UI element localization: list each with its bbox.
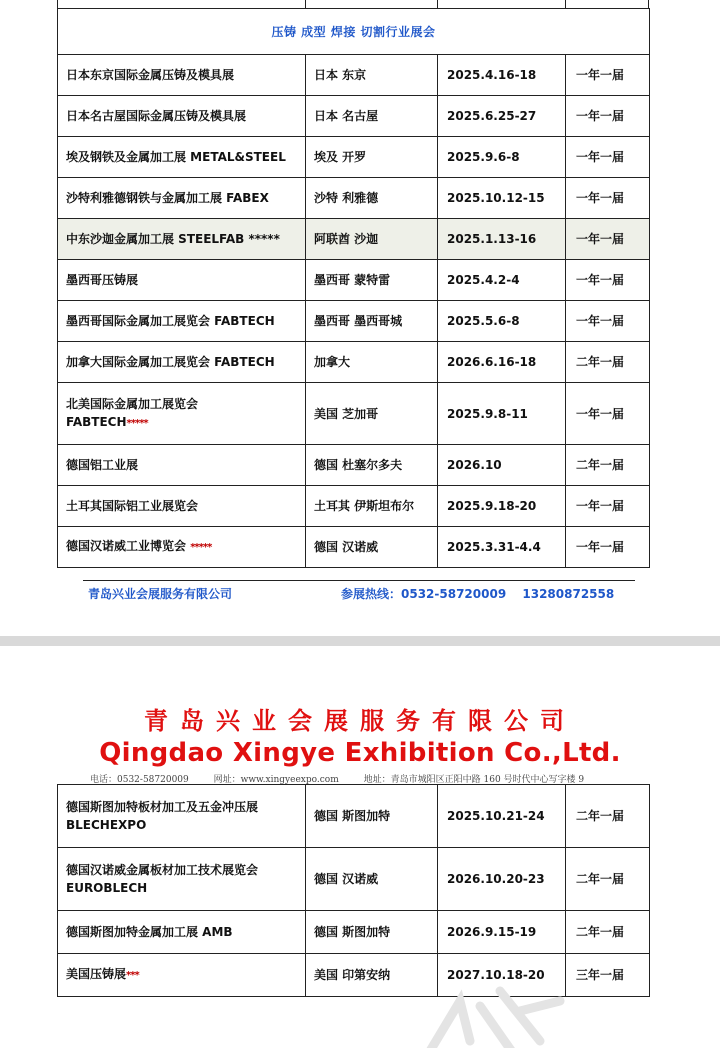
table-row — [58, 55, 650, 96]
expo-location: 德国 杜塞尔多夫 — [306, 445, 438, 486]
expo-cycle: 二年一届 — [566, 848, 650, 911]
rating-stars: ***** — [190, 542, 212, 553]
expo-cycle: 一年一届 — [566, 486, 650, 527]
expo-cycle: 二年一届 — [566, 785, 650, 848]
table-row — [58, 445, 650, 486]
expo-name: 德国铝工业展 — [58, 445, 306, 486]
section-title-row — [58, 9, 650, 55]
expo-date: 2025.10.21-24 — [438, 785, 566, 848]
rating-stars: ***** — [126, 417, 148, 429]
table-row — [58, 486, 650, 527]
expo-location: 德国 斯图加特 — [306, 785, 438, 848]
expo-name: 埃及钢铁及金属加工展 METAL&STEEL — [58, 137, 306, 178]
expo-name: 德国斯图加特金属加工展 AMB — [58, 911, 306, 954]
expo-location: 美国 芝加哥 — [306, 383, 438, 445]
contact-website: 网址：www.xingyeexpo.com — [213, 775, 339, 785]
expo-date: 2025.9.8-11 — [438, 383, 566, 445]
expo-location: 埃及 开罗 — [306, 137, 438, 178]
expo-location: 加拿大 — [306, 342, 438, 383]
expo-location: 土耳其 伊斯坦布尔 — [306, 486, 438, 527]
expo-cycle: 一年一届 — [566, 383, 650, 445]
expo-name-cell — [58, 954, 306, 997]
expo-cycle: 三年一届 — [566, 954, 650, 997]
expo-location: 日本 东京 — [306, 55, 438, 96]
expo-name-line2: FABTECH***** — [66, 414, 148, 429]
expo-name-line2: EUROBLECH — [66, 881, 148, 895]
expo-name: 日本东京国际金属压铸及模具展 — [58, 55, 306, 96]
expo-date: 2025.5.6-8 — [438, 301, 566, 342]
exhibition-table-2 — [57, 784, 650, 997]
expo-date: 2025.6.25-27 — [438, 96, 566, 137]
expo-name: 日本名古屋国际金属压铸及模具展 — [58, 96, 306, 137]
expo-date: 2026.9.15-19 — [438, 911, 566, 954]
expo-date: 2025.4.16-18 — [438, 55, 566, 96]
company-name-cn: 青岛兴业会展服务有限公司 — [144, 706, 576, 735]
expo-name: 北美国际金属加工展览会 — [66, 396, 199, 411]
expo-date: 2026.10 — [438, 445, 566, 486]
expo-date: 2025.9.6-8 — [438, 137, 566, 178]
footer-divider — [83, 580, 635, 581]
section-title: 压铸 成型 焊接 切割行业展会 — [58, 9, 650, 55]
expo-cycle: 二年一届 — [566, 342, 650, 383]
expo-date: 2025.10.12-15 — [438, 178, 566, 219]
table-top-strip — [57, 0, 649, 8]
table-row — [58, 96, 650, 137]
expo-location: 沙特 利雅德 — [306, 178, 438, 219]
contact-address: 地址：青岛市城阳区正阳中路 160 号时代中心写字楼 9 — [363, 775, 585, 785]
expo-location: 墨西哥 墨西哥城 — [306, 301, 438, 342]
table-row — [58, 785, 650, 848]
expo-cycle: 二年一届 — [566, 445, 650, 486]
contact-phone: 电话：0532-58720009 — [90, 775, 189, 785]
expo-name: 墨西哥国际金属加工展览会 FABTECH — [58, 301, 306, 342]
expo-cycle: 一年一届 — [566, 301, 650, 342]
page-separator — [0, 636, 720, 646]
expo-cycle: 一年一届 — [566, 260, 650, 301]
expo-location: 德国 汉诺威 — [306, 848, 438, 911]
expo-date: 2025.3.31-4.4 — [438, 527, 566, 568]
expo-name: 沙特利雅德钢铁与金属加工展 FABEX — [58, 178, 306, 219]
expo-date: 2027.10.18-20 — [438, 954, 566, 997]
expo-date: 2025.1.13-16 — [438, 219, 566, 260]
expo-cycle: 一年一届 — [566, 219, 650, 260]
table-row-highlighted — [58, 219, 650, 260]
document-page-2 — [0, 646, 720, 1048]
expo-cycle: 一年一届 — [566, 527, 650, 568]
expo-name: 中东沙迦金属加工展 STEELFAB ***** — [58, 219, 306, 260]
table-row — [58, 342, 650, 383]
expo-date: 2026.10.20-23 — [438, 848, 566, 911]
expo-location: 德国 斯图加特 — [306, 911, 438, 954]
expo-name: 德国斯图加特板材加工及五金冲压展 — [66, 800, 259, 814]
hotline-mobile: 13280872558 — [522, 587, 615, 601]
expo-name: 墨西哥压铸展 — [58, 260, 306, 301]
table-row — [58, 301, 650, 342]
expo-location: 墨西哥 蒙特雷 — [306, 260, 438, 301]
expo-cycle: 一年一届 — [566, 96, 650, 137]
table-row — [58, 178, 650, 219]
table-row — [58, 911, 650, 954]
table-row — [58, 848, 650, 911]
expo-cycle: 一年一届 — [566, 55, 650, 96]
expo-name: 土耳其国际铝工业展览会 — [58, 486, 306, 527]
expo-cycle: 一年一届 — [566, 137, 650, 178]
expo-location: 德国 汉诺威 — [306, 527, 438, 568]
expo-name: 德国汉诺威金属板材加工技术展览会 — [66, 863, 259, 877]
expo-name-cell — [58, 527, 306, 568]
expo-name-line2: BLECHEXPO — [66, 818, 147, 832]
expo-name: 加拿大国际金属加工展览会 FABTECH — [58, 342, 306, 383]
hotline-phone: 参展热线：0532-58720009 — [341, 587, 507, 601]
expo-date: 2025.9.18-20 — [438, 486, 566, 527]
expo-location: 阿联酋 沙迦 — [306, 219, 438, 260]
expo-location: 美国 印第安纳 — [306, 954, 438, 997]
expo-name-cell — [58, 848, 306, 911]
expo-cycle: 一年一届 — [566, 178, 650, 219]
rating-stars: *** — [126, 970, 139, 981]
table-row — [58, 527, 650, 568]
table-row — [58, 137, 650, 178]
table-row — [58, 383, 650, 445]
expo-date: 2026.6.16-18 — [438, 342, 566, 383]
expo-cycle: 二年一届 — [566, 911, 650, 954]
exhibition-table-1 — [57, 8, 650, 568]
footer-company: 青岛兴业会展服务有限公司 — [88, 587, 233, 601]
table-row — [58, 260, 650, 301]
expo-date: 2025.4.2-4 — [438, 260, 566, 301]
expo-location: 日本 名古屋 — [306, 96, 438, 137]
expo-name: 美国压铸展 — [66, 967, 127, 981]
footer-hotline — [341, 585, 626, 602]
watermark-mark — [420, 981, 570, 1048]
expo-name-cell — [58, 383, 306, 445]
expo-name: 德国汉诺威工业博览会 — [66, 539, 191, 553]
expo-name-cell — [58, 785, 306, 848]
company-name-en: Qingdao Xingye Exhibition Co.,Ltd. — [99, 738, 621, 768]
